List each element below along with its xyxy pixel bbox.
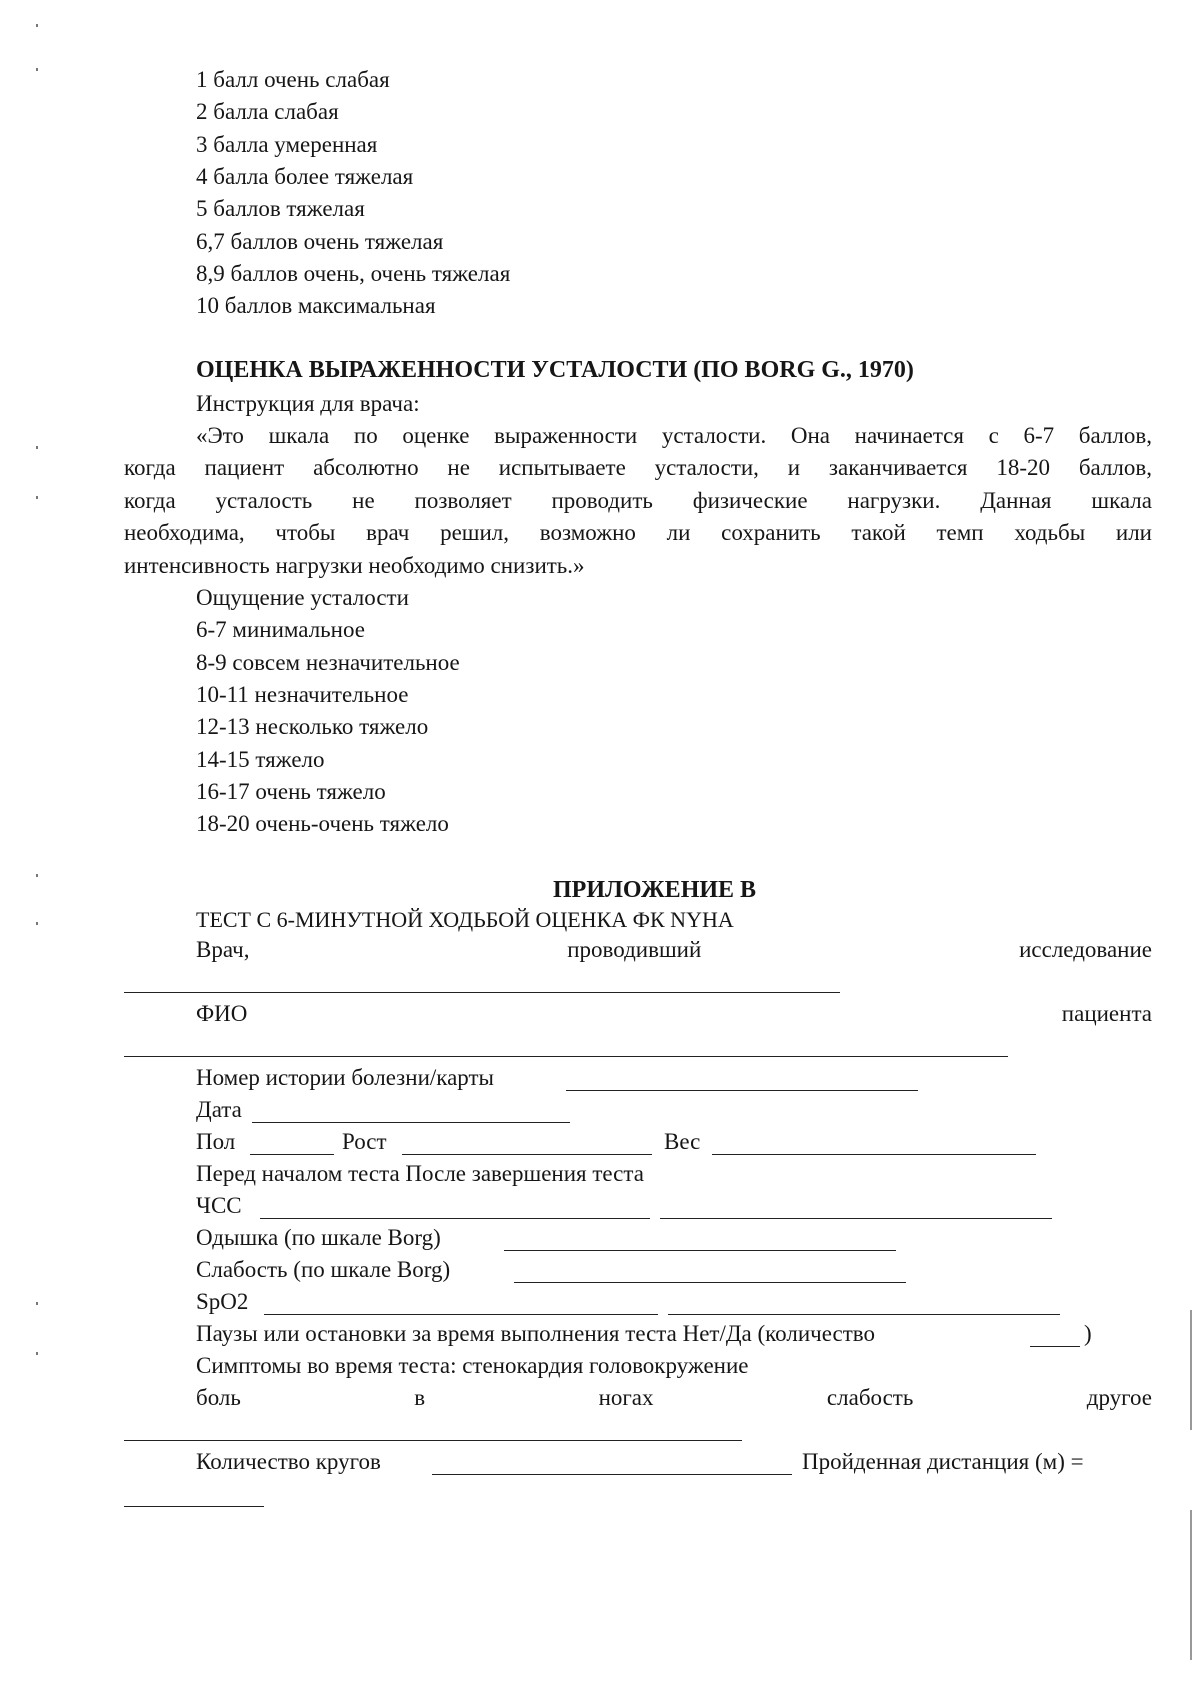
scan-edge-mark xyxy=(1190,1510,1192,1660)
symptom-option: ногах xyxy=(598,1385,654,1410)
list-item: 6,7 баллов очень тяжелая xyxy=(196,229,444,254)
appendix-title: ПРИЛОЖЕНИЕ В xyxy=(553,877,757,903)
scan-speck xyxy=(36,68,38,71)
symptom-option: боль xyxy=(196,1385,241,1410)
date-field-line[interactable] xyxy=(252,1122,570,1123)
instruction-line: когда пациент абсолютно не испытываете усталости, и заканчивается 18-20 баллов, xyxy=(124,455,1152,480)
height-label: Рост xyxy=(342,1129,387,1154)
patient-label: пациента xyxy=(1061,1001,1152,1026)
patient-field-line[interactable] xyxy=(124,1056,1008,1057)
list-item: 2 балла слабая xyxy=(196,99,339,124)
scan-speck xyxy=(36,1352,38,1355)
weakness-label: Слабость (по шкале Borg) xyxy=(196,1257,451,1282)
list-item: 8,9 баллов очень, очень тяжелая xyxy=(196,261,511,286)
scan-speck xyxy=(36,922,38,925)
list-item: 6-7 минимальное xyxy=(196,617,365,642)
list-item: 16-17 очень тяжело xyxy=(196,779,386,804)
instruction-line: интенсивность нагрузки необходимо снизить.» xyxy=(124,553,585,578)
dyspnea-field-line[interactable] xyxy=(504,1250,896,1251)
spo2-label: SpO2 xyxy=(196,1289,249,1314)
instruction-label: Инструкция для врача: xyxy=(196,391,420,416)
scan-speck xyxy=(36,1302,38,1305)
list-item: 8-9 совсем незначительное xyxy=(196,650,460,675)
list-item: 5 баллов тяжелая xyxy=(196,196,365,221)
sex-label: Пол xyxy=(196,1129,236,1154)
doctor-field-line[interactable] xyxy=(124,992,840,993)
date-label: Дата xyxy=(196,1097,242,1122)
distance-label: Пройденная дистанция (м) = xyxy=(802,1449,1084,1474)
record-label: Номер истории болезни/карты xyxy=(196,1065,495,1090)
symptoms-label: Симптомы во время теста: стенокардия головокружение xyxy=(196,1353,749,1378)
instruction-line: когда усталость не позволяет проводить физические нагрузки. Данная шкала xyxy=(124,488,1152,513)
list-item: 4 балла более тяжелая xyxy=(196,164,414,189)
spo2-after-line[interactable] xyxy=(668,1314,1060,1315)
scan-speck xyxy=(36,446,38,449)
symptom-option: другое xyxy=(1086,1385,1152,1410)
scan-edge-mark xyxy=(1190,1310,1192,1430)
instruction-line: необходима, чтобы врач решил, возможно ли сохранить такой темп ходьбы или xyxy=(124,520,1152,545)
doctor-label: Врач, xyxy=(196,937,250,962)
doctor-label: проводивший xyxy=(567,937,702,962)
list-item: 1 балл очень слабая xyxy=(196,67,390,92)
spo2-before-line[interactable] xyxy=(264,1314,658,1315)
dyspnea-label: Одышка (по шкале Borg) xyxy=(196,1225,441,1250)
distance-field-line[interactable] xyxy=(124,1506,264,1507)
weakness-field-line[interactable] xyxy=(514,1282,906,1283)
scale-title: Ощущение усталости xyxy=(196,585,409,610)
patient-row xyxy=(196,1000,1152,1028)
pauses-close: ) xyxy=(1084,1321,1092,1346)
pauses-count-line[interactable] xyxy=(1030,1346,1080,1347)
doctor-label: исследование xyxy=(1019,937,1152,962)
symptom-option: слабость xyxy=(826,1385,914,1410)
section-title: ОЦЕНКА ВЫРАЖЕННОСТИ УСТАЛОСТИ (ПО BORG G., 1970) xyxy=(196,357,914,383)
list-item: 14-15 тяжело xyxy=(196,747,325,772)
scan-speck xyxy=(36,24,38,27)
list-item: 18-20 очень-очень тяжело xyxy=(196,811,449,836)
pauses-label: Паузы или остановки за время выполнения теста Нет/Да (количество xyxy=(196,1321,875,1346)
hr-label: ЧСС xyxy=(196,1193,242,1218)
hr-before-line[interactable] xyxy=(260,1218,650,1219)
symptoms-row xyxy=(196,1384,1152,1412)
list-item: 10-11 незначительное xyxy=(196,682,409,707)
doctor-row xyxy=(196,936,1152,964)
patient-label: ФИО xyxy=(196,1001,248,1026)
scan-speck xyxy=(36,496,38,499)
laps-label: Количество кругов xyxy=(196,1449,381,1474)
height-field-line[interactable] xyxy=(402,1154,652,1155)
before-after-label: Перед началом теста После завершения теста xyxy=(196,1161,644,1186)
weight-label: Вес xyxy=(664,1129,701,1154)
symptoms-other-line[interactable] xyxy=(124,1440,742,1441)
sex-field-line[interactable] xyxy=(250,1154,334,1155)
list-item: 3 балла умеренная xyxy=(196,132,378,157)
instruction-line: «Это шкала по оценке выраженности усталости. Она начинается с 6-7 баллов, xyxy=(196,423,1152,448)
scan-speck xyxy=(36,874,38,877)
hr-after-line[interactable] xyxy=(660,1218,1052,1219)
symptom-option: в xyxy=(414,1385,426,1410)
weight-field-line[interactable] xyxy=(712,1154,1036,1155)
appendix-subtitle: ТЕСТ С 6-МИНУТНОЙ ХОДЬБОЙ ОЦЕНКА ФК NYHA xyxy=(196,907,734,932)
list-item: 10 баллов максимальная xyxy=(196,293,436,318)
list-item: 12-13 несколько тяжело xyxy=(196,714,429,739)
laps-field-line[interactable] xyxy=(432,1474,792,1475)
record-field-line[interactable] xyxy=(566,1090,918,1091)
